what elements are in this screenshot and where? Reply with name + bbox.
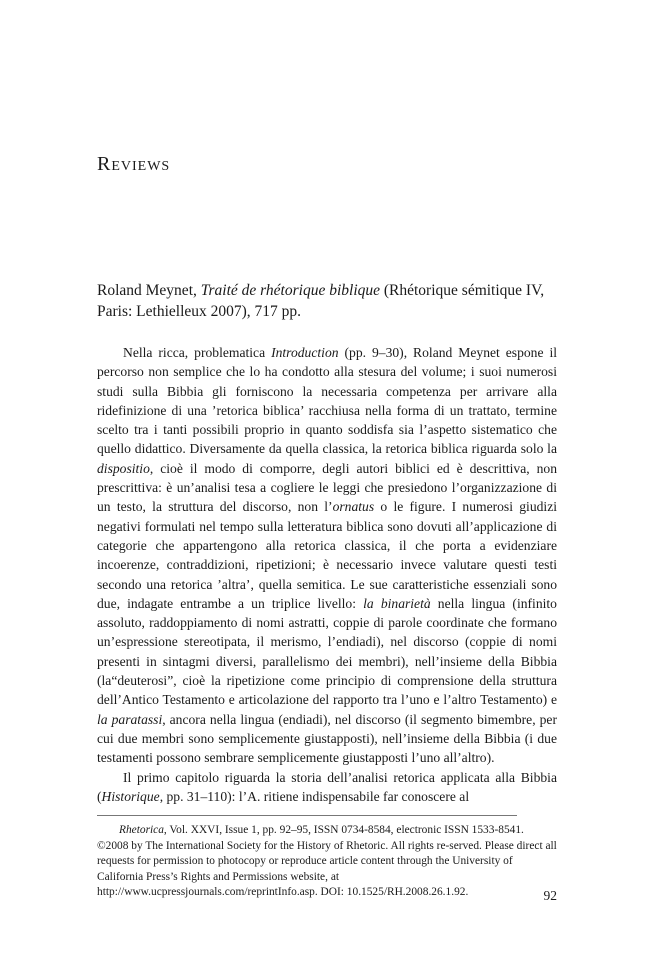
review-paragraph — [97, 768, 557, 807]
text-run: nella lingua (infinito assoluto, raddoppiamento di nomi astratti, coppie di parole coordinate che formano un’espressione stereotipata, il merismo, l’endiadi), nel discorso (coppie di nomi presenti in sintagmi diversi, parallelismo dei membri), nell’insieme della Bibbia (la“deuterosi”, cioè la ripetizione come principio di comprensione della struttura dell’Antico Testamento e articolazione del rapporto tra l’uno e l’altro Testamento) e — [97, 595, 557, 708]
review-book-title: Traité de rhétorique biblique — [200, 282, 380, 299]
footnote-divider — [97, 815, 517, 816]
review-publication: (Rhétorique sémitique IV, Paris: Lethielleux 2007), 717 pp. — [97, 282, 545, 320]
review-paragraph — [97, 343, 557, 768]
footnote — [97, 823, 557, 901]
section-title: Reviews — [97, 153, 171, 175]
text-run: o le figure. I numerosi giudizi negativi formulati nel tempo sulla letteratura biblica sono dovuti all’applicazione di categorie che appartengono alla retorica classica, il che porta a evidenziare incoerenze, contraddizioni, ripetizioni; è necessario invece valutare questi testi secondo una retorica ’altra’, quella semitica. Le sue caratteristiche essenziali sono due, indagate entrambe a un triplice livello: — [97, 499, 557, 611]
page-number: 92 — [543, 888, 557, 903]
text-run: , ancora nella lingua (endiadi), nel discorso (il segmento bimembre, per cui due membri sono semplicemente giustapposti), nell’insieme della Bibbia (i due testamenti possono sembrare semplicemente giustapposti l’uno all’altro). — [97, 711, 557, 766]
italic-term: Introduction — [271, 345, 339, 360]
footnote-text: , Vol. XXVI, Issue 1, pp. 92–95, ISSN 0734-8584, electronic ISSN 1533-8541. ©2008 by The International Society for the History of Rhetoric. All rights re-served. Please direct all requests for permission to photocopy or reproduce article content through the University of California Press’s Rights and Permissions website, at http://www.ucpressjournals.com/reprintInfo.asp. DOI: 10.1525/RH.2008.26.1.92. — [97, 824, 557, 899]
italic-term: la paratassi — [97, 711, 163, 727]
italic-term: Historique — [101, 788, 160, 804]
text-run: (pp. 9–30), Roland Meynet espone il percorso non semplice che lo ha condotto alla stesura del volume; i suoi numerosi studi sulla Bibbia gli forniscono la necessaria competenza per arrivare alla ridefinizione di una ’retorica biblica’ racchiusa nella forma di un trattato, termine scelto tra i tanti possibili proprio in quanto soddisfa sia l’aspetto sistematico che quello didattico. Diversamente da quella classica, la retorica biblica riguarda solo la — [97, 345, 558, 457]
italic-term: ornatus — [332, 499, 375, 515]
text-run: , cioè il modo di comporre, degli autori biblici ed è descrittiva, non prescrittiva: è un’analisi tesa a cogliere le leggi che presiedono l’organizzazione di un testo, la struttura del discorso, non l’ — [97, 460, 557, 515]
footnote-journal: Rhetorica — [119, 824, 164, 836]
text-run: Il primo capitolo riguarda la storia dell’analisi retorica applicata alla Bibbia ( — [97, 769, 557, 804]
text-run: Nella ricca, problematica — [123, 345, 266, 360]
review-heading — [97, 280, 557, 322]
italic-term: la binarietà — [363, 595, 431, 611]
text-run: , pp. 31–110): l’A. ritiene indispensabile far conoscere al — [159, 788, 470, 804]
review-author: Roland Meynet, — [97, 282, 197, 299]
review-body — [97, 343, 557, 806]
italic-term: dispositio — [97, 460, 150, 476]
